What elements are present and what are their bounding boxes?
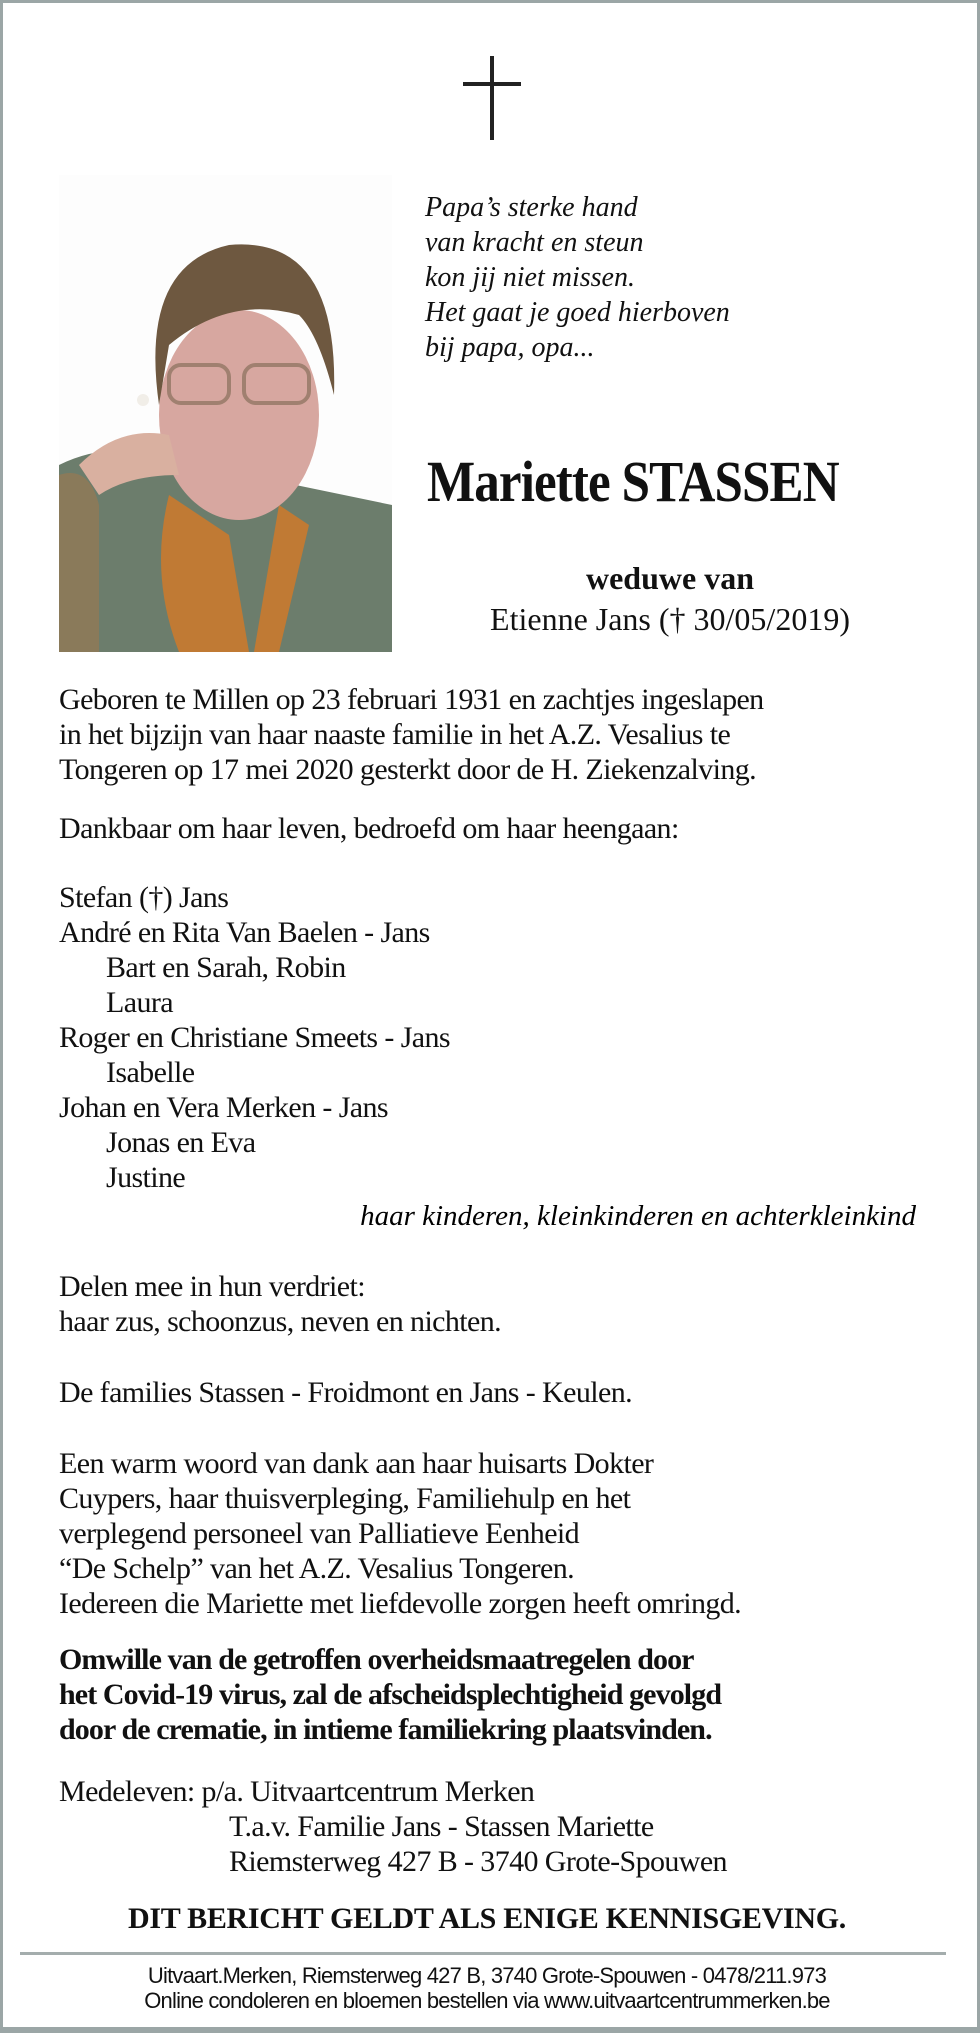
footer-website[interactable]: Online condoleren en bloemen bestellen via www.uitvaartcentrummerken.be <box>144 1988 830 2013</box>
sole-notice-heading: DIT BERICHT GELDT ALS ENIGE KENNISGEVING. <box>128 1902 846 1935</box>
family-member: André en Rita Van Baelen - Jans <box>59 916 430 949</box>
covid-notice <box>59 1642 721 1747</box>
address-label: Medeleven: p/a. Uitvaartcentrum Merken <box>59 1775 535 1808</box>
separator-line <box>20 1952 946 1955</box>
thanks-text <box>59 1446 741 1621</box>
family-caption: haar kinderen, kleinkinderen en achterkleinkind <box>360 1200 916 1232</box>
deceased-name: Mariette STASSEN <box>427 449 839 514</box>
spouse-name: Etienne Jans († 30/05/2019) <box>490 601 850 637</box>
portrait-photo <box>59 175 392 652</box>
sharing-text <box>59 1269 501 1339</box>
text-line: Iedereen die Mariette met liefdevolle zorgen heeft omringd. <box>59 1587 742 1620</box>
widow-of <box>430 558 910 640</box>
family-member: Stefan (†) Jans <box>59 881 229 914</box>
poem-line: bij papa, opa... <box>425 332 595 363</box>
text-line: Een warm woord van dank aan haar huisarts Dokter <box>59 1447 654 1480</box>
poem-line: kon jij niet missen. <box>425 262 635 293</box>
condolence-address <box>59 1774 727 1879</box>
text-line: het Covid-19 virus, zal de afscheidsplechtigheid gevolgd <box>59 1678 722 1711</box>
text-line: Geboren te Millen op 23 februari 1931 en zachtjes ingeslapen <box>59 683 764 716</box>
family-list <box>59 880 450 1195</box>
widow-label: weduwe van <box>585 560 754 596</box>
text-line: verplegend personeel van Palliatieve Eenheid <box>59 1517 580 1550</box>
birth-death-text <box>59 682 764 787</box>
poem-line: Papa’s sterke hand <box>425 192 638 223</box>
family-member: Laura <box>106 986 173 1019</box>
family-member: Justine <box>106 1161 186 1194</box>
cross-icon <box>463 56 521 140</box>
family-member: Bart en Sarah, Robin <box>106 951 346 984</box>
family-member: Isabelle <box>106 1056 195 1089</box>
address-line: T.a.v. Familie Jans - Stassen Mariette <box>229 1810 654 1843</box>
families-text: De families Stassen - Froidmont en Jans - Keulen. <box>59 1376 632 1409</box>
grateful-text: Dankbaar om haar leven, bedroefd om haar heengaan: <box>59 812 679 845</box>
family-member: Johan en Vera Merken - Jans <box>59 1091 388 1124</box>
text-line: “De Schelp” van het A.Z. Vesalius Tongeren. <box>59 1552 575 1585</box>
text-line: Omwille van de getroffen overheidsmaatregelen door <box>59 1643 694 1676</box>
footer-contact: Uitvaart.Merken, Riemsterweg 427 B, 3740 Grote-Spouwen - 0478/211.973 <box>147 1963 827 1988</box>
text-line: door de crematie, in intieme familiekring plaatsvinden. <box>59 1713 712 1746</box>
family-member: Jonas en Eva <box>106 1126 256 1159</box>
address-line: Riemsterweg 427 B - 3740 Grote-Spouwen <box>229 1845 727 1878</box>
memorial-poem <box>425 190 730 365</box>
text-line: Delen mee in hun verdriet: <box>59 1270 365 1303</box>
family-member: Roger en Christiane Smeets - Jans <box>59 1021 450 1054</box>
text-line: Cuypers, haar thuisverpleging, Familiehulp en het <box>59 1482 631 1515</box>
text-line: in het bijzijn van haar naaste familie in het A.Z. Vesalius te <box>59 718 731 751</box>
poem-line: Het gaat je goed hierboven <box>425 297 730 328</box>
text-line: Tongeren op 17 mei 2020 gesterkt door de H. Ziekenzalving. <box>59 753 757 786</box>
poem-line: van kracht en steun <box>425 227 644 258</box>
text-line: haar zus, schoonzus, neven en nichten. <box>59 1305 502 1338</box>
